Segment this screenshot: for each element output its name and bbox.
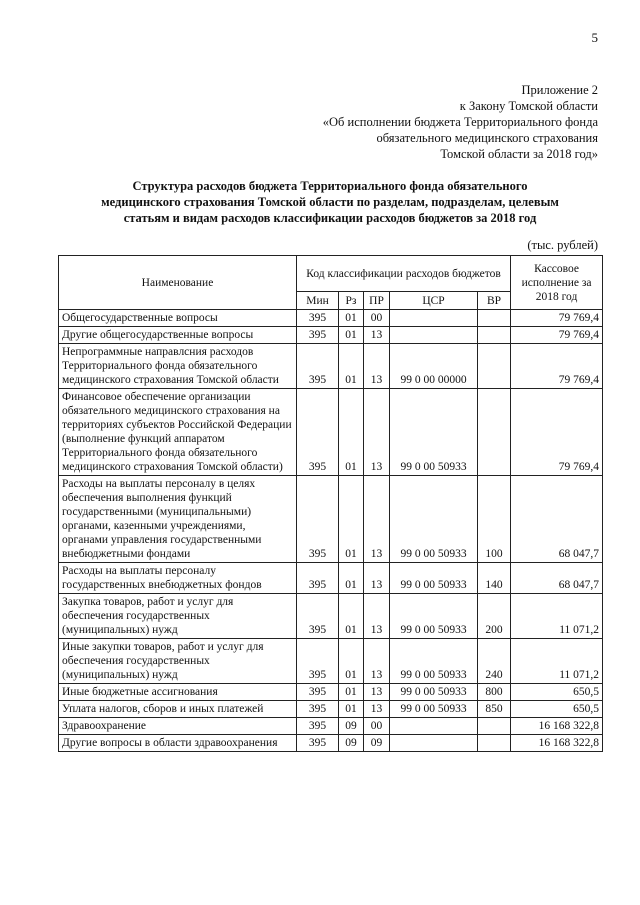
- cell-pr: 13: [364, 594, 390, 639]
- cell-csr: [390, 735, 478, 752]
- table-row: [59, 718, 603, 735]
- cell-min: 395: [297, 344, 339, 389]
- cell-min: 395: [297, 563, 339, 594]
- table-row: [59, 563, 603, 594]
- cell-name: Другие вопросы в области здравоохранения: [59, 735, 297, 752]
- cell-amount: 79 769,4: [511, 344, 603, 389]
- table-row: [59, 344, 603, 389]
- cell-vr: 240: [478, 639, 511, 684]
- cell-amount: 650,5: [511, 684, 603, 701]
- cell-name: Другие общегосударственные вопросы: [59, 327, 297, 344]
- cell-pr: 13: [364, 389, 390, 476]
- cell-vr: [478, 327, 511, 344]
- units-label: (тыс. рублей): [527, 238, 598, 252]
- cell-name: Уплата налогов, сборов и иных платежей: [59, 701, 297, 718]
- cell-name: Непрограммные направлсния расходов Территориального фонда обязательного медицинского страхования Томской области: [59, 344, 297, 389]
- table-row: [59, 389, 603, 476]
- cell-amount: 68 047,7: [511, 563, 603, 594]
- cell-min: 395: [297, 310, 339, 327]
- cell-csr: 99 0 00 50933: [390, 389, 478, 476]
- cell-min: 395: [297, 327, 339, 344]
- cell-min: 395: [297, 639, 339, 684]
- header-min: Мин: [297, 292, 339, 310]
- cell-vr: 100: [478, 476, 511, 563]
- cell-pr: 13: [364, 476, 390, 563]
- cell-name: Иные закупки товаров, работ и услуг для обеспечения государственных (муниципальных) нужд: [59, 639, 297, 684]
- cell-pr: 13: [364, 701, 390, 718]
- cell-vr: [478, 344, 511, 389]
- cell-amount: 79 769,4: [511, 310, 603, 327]
- appendix-line: к Закону Томской области: [459, 99, 598, 113]
- cell-csr: [390, 327, 478, 344]
- cell-vr: [478, 735, 511, 752]
- cell-name: Здравоохранение: [59, 718, 297, 735]
- cell-min: 395: [297, 718, 339, 735]
- cell-amount: 16 168 322,8: [511, 718, 603, 735]
- cell-min: 395: [297, 594, 339, 639]
- cell-amount: 16 168 322,8: [511, 735, 603, 752]
- cell-vr: [478, 389, 511, 476]
- cell-pr: 00: [364, 310, 390, 327]
- title-line: медицинского страхования Томской области по разделам, подразделам, целевым: [101, 195, 559, 209]
- header-name: Наименование: [59, 256, 297, 310]
- cell-vr: 200: [478, 594, 511, 639]
- appendix-line: Приложение 2: [521, 83, 598, 97]
- table-row: [59, 639, 603, 684]
- cell-rz: 09: [339, 718, 364, 735]
- header-amount: Кассовое исполнение за 2018 год: [511, 256, 603, 310]
- cell-vr: [478, 310, 511, 327]
- cell-vr: 850: [478, 701, 511, 718]
- cell-rz: 01: [339, 327, 364, 344]
- cell-min: 395: [297, 389, 339, 476]
- appendix-line: обязательного медицинского страхования: [376, 131, 598, 145]
- header-code-group: Код классификации расходов бюджетов: [297, 256, 511, 292]
- table-row: [59, 701, 603, 718]
- cell-min: 395: [297, 476, 339, 563]
- cell-pr: 13: [364, 344, 390, 389]
- cell-min: 395: [297, 684, 339, 701]
- table-body: [59, 310, 603, 752]
- title-line: статьям и видам расходов классификации расходов бюджетов за 2018 год: [123, 211, 537, 225]
- table-row: [59, 735, 603, 752]
- cell-name: Финансовое обеспечение организации обязательного медицинского страхования на территориях субъектов Российской Федерации (выполнение функций аппаратом Территориального фонда обязательного медицинского страхования Томской области): [59, 389, 297, 476]
- cell-pr: 13: [364, 639, 390, 684]
- cell-rz: 01: [339, 701, 364, 718]
- cell-rz: 01: [339, 594, 364, 639]
- table-row: [59, 684, 603, 701]
- cell-vr: 800: [478, 684, 511, 701]
- cell-csr: 99 0 00 50933: [390, 476, 478, 563]
- cell-name: Закупка товаров, работ и услуг для обеспечения государственных (муниципальных) нужд: [59, 594, 297, 639]
- cell-name: Общегосударственные вопросы: [59, 310, 297, 327]
- cell-pr: 13: [364, 684, 390, 701]
- appendix-line: Томской области за 2018 год»: [440, 147, 598, 161]
- cell-amount: 11 071,2: [511, 639, 603, 684]
- cell-amount: 11 071,2: [511, 594, 603, 639]
- header-csr: ЦСР: [390, 292, 478, 310]
- cell-name: Расходы на выплаты персоналу государственных внебюджетных фондов: [59, 563, 297, 594]
- budget-table: [58, 255, 603, 752]
- document-title: [60, 178, 600, 226]
- cell-csr: 99 0 00 00000: [390, 344, 478, 389]
- cell-min: 395: [297, 701, 339, 718]
- cell-csr: [390, 718, 478, 735]
- cell-rz: 01: [339, 310, 364, 327]
- cell-rz: 01: [339, 684, 364, 701]
- cell-rz: 01: [339, 563, 364, 594]
- cell-pr: 00: [364, 718, 390, 735]
- table-row: [59, 476, 603, 563]
- header-vr: ВР: [478, 292, 511, 310]
- cell-csr: [390, 310, 478, 327]
- cell-rz: 01: [339, 639, 364, 684]
- table-row: [59, 310, 603, 327]
- cell-csr: 99 0 00 50933: [390, 563, 478, 594]
- page-number: 5: [591, 30, 598, 45]
- cell-pr: 13: [364, 327, 390, 344]
- cell-rz: 01: [339, 389, 364, 476]
- header-rz: Рз: [339, 292, 364, 310]
- table-row: [59, 594, 603, 639]
- title-line: Структура расходов бюджета Территориального фонда обязательного: [132, 179, 528, 193]
- appendix-line: «Об исполнении бюджета Территориального фонда: [322, 115, 598, 129]
- cell-vr: [478, 718, 511, 735]
- cell-rz: 01: [339, 476, 364, 563]
- cell-pr: 13: [364, 563, 390, 594]
- cell-rz: 01: [339, 344, 364, 389]
- header-pr: ПР: [364, 292, 390, 310]
- cell-pr: 09: [364, 735, 390, 752]
- cell-name: Иные бюджетные ассигнования: [59, 684, 297, 701]
- cell-rz: 09: [339, 735, 364, 752]
- cell-name: Расходы на выплаты персоналу в целях обеспечения выполнения функций государственными (муниципальными) органами, казенными учреждениями, органами управления государственными внебюджетными фондами: [59, 476, 297, 563]
- table-row: [59, 327, 603, 344]
- cell-csr: 99 0 00 50933: [390, 701, 478, 718]
- cell-amount: 650,5: [511, 701, 603, 718]
- cell-csr: 99 0 00 50933: [390, 639, 478, 684]
- cell-csr: 99 0 00 50933: [390, 594, 478, 639]
- cell-vr: 140: [478, 563, 511, 594]
- cell-min: 395: [297, 735, 339, 752]
- cell-amount: 68 047,7: [511, 476, 603, 563]
- cell-amount: 79 769,4: [511, 389, 603, 476]
- appendix-block: [323, 82, 598, 162]
- cell-amount: 79 769,4: [511, 327, 603, 344]
- cell-csr: 99 0 00 50933: [390, 684, 478, 701]
